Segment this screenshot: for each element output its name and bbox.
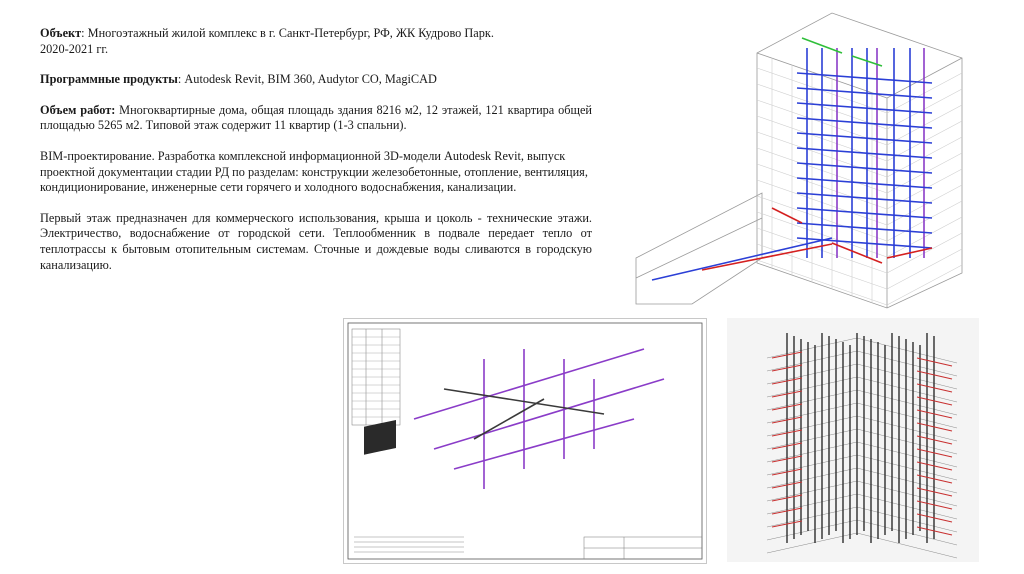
ground-paragraph: Первый этаж предназначен для коммерческого использования, крыша и цоколь - технические этажи. Электричество, водоснабжение от городской сети. Теплообменник в подвале передает тепло от теплотрассы к бытовым отопительным системам. Сточные и дождевые воды сливаются в городскую канализацию. bbox=[40, 210, 592, 272]
piping-schematic-drawing bbox=[343, 318, 707, 564]
software-line bbox=[40, 72, 592, 88]
scope-line bbox=[40, 103, 592, 134]
object-line bbox=[40, 26, 592, 42]
software-label: Программные продукты bbox=[40, 72, 178, 87]
object-text: : Многоэтажный жилой комплекс в г. Санкт-Петербург, РФ, ЖК Кудрово Парк. bbox=[81, 26, 494, 40]
software-text: : Autodesk Revit, BIM 360, Audytor CO, MagiCAD bbox=[177, 72, 437, 87]
project-description bbox=[40, 26, 592, 273]
object-years: 2020-2021 гг. bbox=[40, 41, 109, 56]
scope-text: Многоквартирные дома, общая площадь здания 8216 м2, 12 этажей, 121 квартира общей площадью 5265 м2. Типовой этаж содержит 11 квартир (1-3 спальни). bbox=[40, 102, 592, 133]
object-label: Объект bbox=[40, 26, 82, 40]
scope-label: Объем работ: bbox=[40, 102, 116, 117]
building-mep-model-image bbox=[632, 8, 1010, 312]
bim-paragraph: BIM-проектирование. Разработка комплексной информационной 3D-модели Autodesk Revit, выпуск проектной документации стадии РД по разделам: конструкции железобетонные, отопление, вентиляция, кондиционирование, инженерные сети горячего и холодного водоснабжения, канализации. bbox=[40, 148, 588, 195]
riser-3d-model-image bbox=[727, 318, 979, 562]
